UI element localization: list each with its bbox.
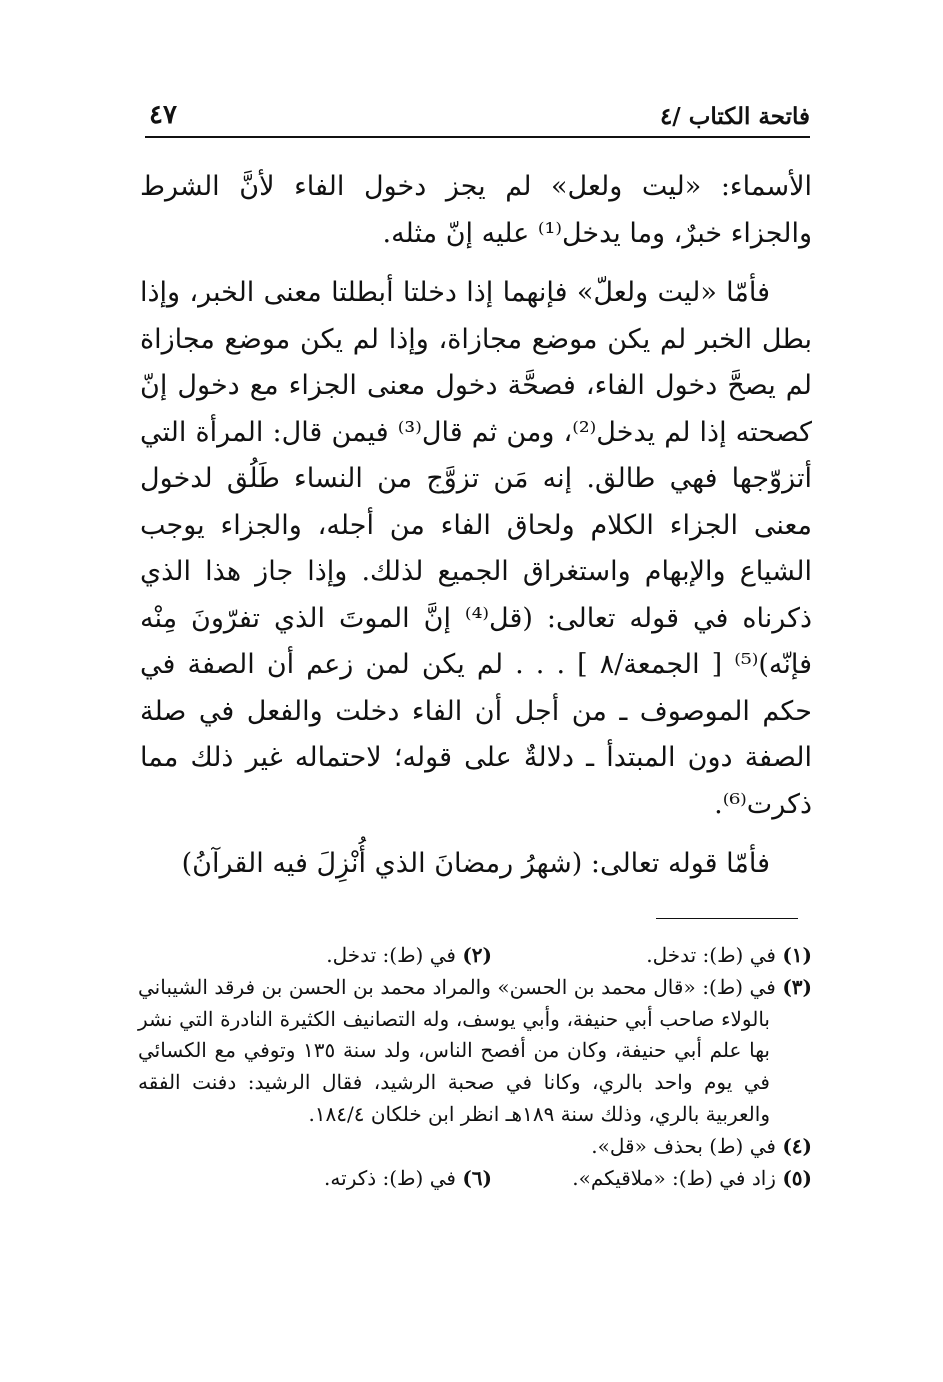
footnote-row xyxy=(138,940,812,972)
footnote-number: (٣) xyxy=(782,974,812,999)
footnote-text: في (ط): «قال محمد بن الحسن» والمراد محمد بن الحسن بن فرقد الشيباني بالولاء صاحب أبي حنيفة، وأبي يوسف، وله التصانيف الكثيرة النادرة التي نشر بها علم أبي حنيفة، وكان من أفصح الناس، ولد سنة ١٣٥ وتوفي مع الكسائي في يوم واحد بالري، وكانا في صحبة الرشيد، فقال الرشيد: دفنت الفقه والعربية بالري، وذلك سنة ١٨٩هـ انظر ابن خلكان ١٨٤/٤. xyxy=(138,974,776,1126)
footnote-number: (٤) xyxy=(782,1133,812,1158)
paragraph-3: فأمّا قوله تعالى: (شهرُ رمضانَ الذي أُنْزِلَ فيه القرآنُ) xyxy=(181,848,770,879)
footnote-text: في (ط): تدخل. xyxy=(646,943,776,967)
footnote-row xyxy=(138,1163,812,1195)
footnote-6 xyxy=(172,1163,492,1195)
footnote-text: في (ط): ذكرته. xyxy=(324,1165,456,1190)
paragraph-2: فأمّا «ليت ولعلّ» فإنهما إذا دخلتا أبطلتا معنى الخبر، وإذا بطل الخبر لم يكن موضع مجازاة، وإذا لم يكن موضع مجازاة لم يصحَّ دخول الفاء، فصحَّة دخول معنى الجزاء مع دخول إنّ كصحته إذا لم يدخل⁽²⁾، ومن ثم قال⁽³⁾ فيمن قال: المرأة التي أتزوّجها فهي طالق. إنه مَن تزوَّج من النساء طَلُق لدخول معنى الجزاء الكلام ولحاق الفاء من أجله، والجزاء يوجب الشياع والإبهام واستغراق الجميع لذلك. وإذا جاز هذا الذي ذكرناه في قوله تعالى: (قل⁽⁴⁾ إنَّ الموتَ الذي تفرّونَ مِنْه فإنّه)⁽⁵⁾ [ الجمعة/٨ ] . . . لم يكن لمن زعم أن الصفة في حكم الموصوف ـ من أجل أن الفاء دخلت والفعل في صلة الصفة دون المبتدأ ـ دلالةٌ على قوله؛ لاحتماله غير ذلك مما ذكرت⁽⁶⁾. xyxy=(140,277,813,820)
page-number: ٤٧ xyxy=(149,100,177,130)
footnote-4 xyxy=(138,1131,812,1163)
footnote-divider xyxy=(656,918,798,919)
footnote-number: (٥) xyxy=(782,1165,812,1190)
paragraph-1: الأسماء: «ليت ولعل» لم يجز دخول الفاء لأنَّ الشرط والجزاء خبرٌ، وما يدخل⁽¹⁾ عليه إنّ مثله. xyxy=(140,171,812,249)
footnote-text: زاد في (ط): «ملاقيكم». xyxy=(572,1165,776,1190)
footnote-text: في (ط): تدخل. xyxy=(326,943,456,967)
footnote-3 xyxy=(138,972,812,1131)
footnote-5 xyxy=(492,1163,812,1195)
main-text xyxy=(140,164,812,888)
footnote-1 xyxy=(492,940,812,972)
chapter-title: فاتحة الكتاب /٤ xyxy=(659,103,810,130)
footnote-number: (١) xyxy=(782,943,812,967)
footnotes xyxy=(138,940,812,1194)
footnote-text: في (ط) بحذف «قل». xyxy=(591,1133,776,1158)
footnote-number: (٢) xyxy=(462,943,492,967)
footnote-2 xyxy=(172,940,492,972)
footnote-number: (٦) xyxy=(462,1165,492,1190)
running-header xyxy=(145,96,810,138)
